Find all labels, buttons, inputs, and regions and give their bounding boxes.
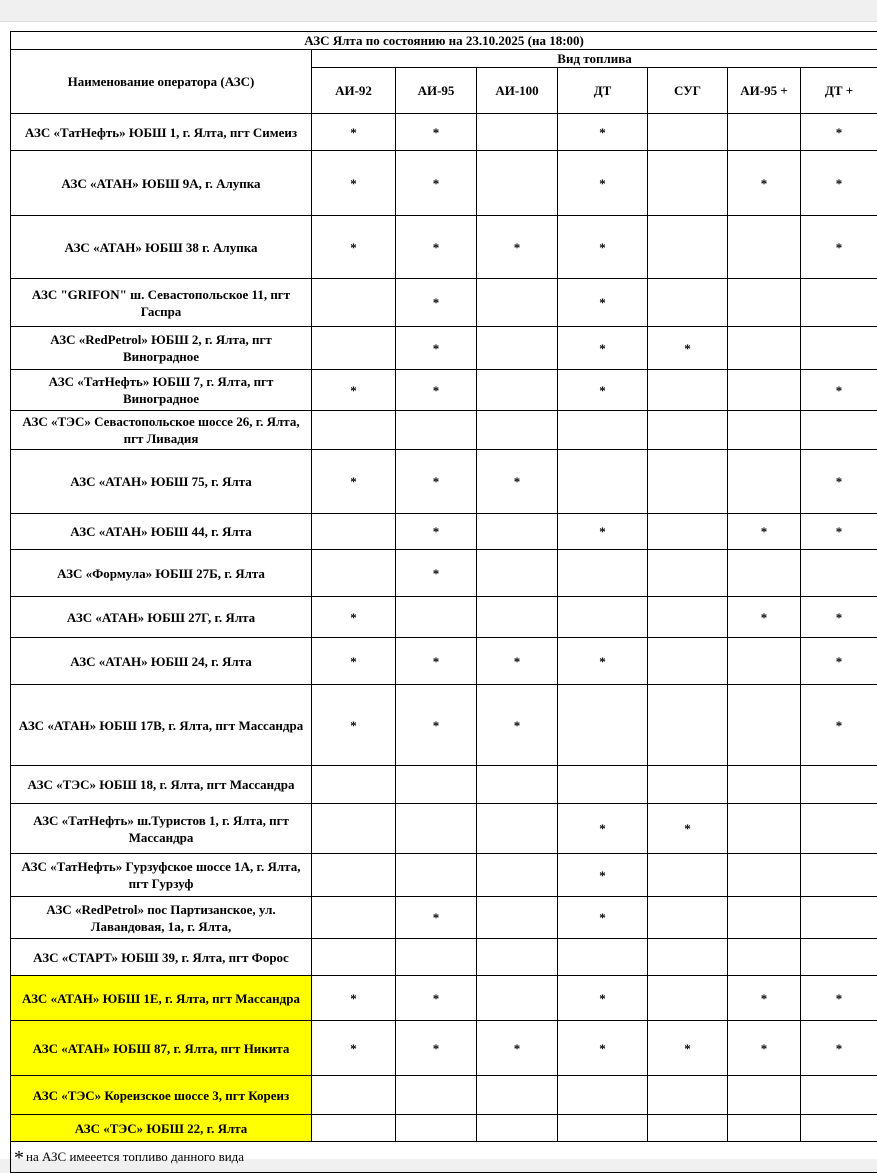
fuel-cell [477,151,558,216]
station-name: АЗС «АТАН» ЮБШ 9А, г. Алупка [11,151,312,216]
availability-mark: * [836,474,843,489]
fuel-cell [558,327,648,370]
availability-mark: * [514,718,521,733]
fuel-cell [396,766,477,804]
fuel-cell [728,327,801,370]
table-row [11,114,877,151]
fuel-cell [648,939,728,976]
fuel-cell [648,854,728,897]
station-name: АЗС «АТАН» ЮБШ 1Е, г. Ялта, пгт Массандра [11,976,312,1021]
availability-mark: * [350,1041,357,1056]
fuel-cell [558,411,648,450]
availability-mark: * [761,610,768,625]
footnote-symbol: * [14,1147,24,1169]
availability-mark: * [599,868,606,883]
fuel-cell [477,114,558,151]
fuel-cell [312,450,396,514]
availability-mark: * [514,1041,521,1056]
fuel-cell [558,279,648,327]
fuel-cell [396,1021,477,1076]
fuel-cell [558,638,648,685]
fuel-cell [558,976,648,1021]
fuel-cell [396,1115,477,1142]
availability-mark: * [514,474,521,489]
fuel-header-ai95: АИ-95 [396,68,477,114]
document-sheet [0,22,877,1159]
fuel-cell [728,939,801,976]
fuel-cell [396,114,477,151]
fuel-cell [312,1021,396,1076]
fuel-cell [312,1076,396,1115]
fuel-cell [312,854,396,897]
fuel-cell [801,411,877,450]
station-name: АЗС «АТАН» ЮБШ 17В, г. Ялта, пгт Массандра [11,685,312,766]
availability-mark: * [433,125,440,140]
fuel-cell [648,766,728,804]
table-row [11,216,877,279]
station-name: АЗС «АТАН» ЮБШ 44, г. Ялта [11,514,312,550]
availability-mark: * [350,176,357,191]
fuel-cell [396,854,477,897]
fuel-cell [728,766,801,804]
fuel-group-header: Вид топлива [312,50,877,68]
availability-mark: * [761,176,768,191]
fuel-cell [312,976,396,1021]
fuel-cell [728,685,801,766]
station-name: АЗС «RedPetrol» ЮБШ 2, г. Ялта, пгт Виноградное [11,327,312,370]
availability-mark: * [433,240,440,255]
fuel-cell [477,685,558,766]
availability-mark: * [433,383,440,398]
fuel-cell [396,1076,477,1115]
station-name: АЗС «ТЭС» Севастопольское шоссе 26, г. Ялта, пгт Ливадия [11,411,312,450]
fuel-cell [312,327,396,370]
fuel-cell [728,279,801,327]
station-name: АЗС «ТЭС» Кореизское шоссе 3, пгт Кореиз [11,1076,312,1115]
fuel-cell [558,685,648,766]
fuel-cell [312,370,396,411]
table-row [11,897,877,939]
fuel-cell [558,597,648,638]
availability-mark: * [599,910,606,925]
fuel-cell [312,766,396,804]
availability-mark: * [350,610,357,625]
availability-mark: * [433,474,440,489]
fuel-cell [396,216,477,279]
fuel-cell [558,1021,648,1076]
fuel-cell [312,685,396,766]
fuel-cell [648,114,728,151]
fuel-availability-table [10,31,877,1173]
fuel-cell [312,411,396,450]
fuel-cell [648,411,728,450]
fuel-cell [558,804,648,854]
table-row [11,685,877,766]
fuel-cell [728,1115,801,1142]
fuel-header-ai100: АИ-100 [477,68,558,114]
fuel-cell [728,897,801,939]
availability-mark: * [433,1041,440,1056]
fuel-cell [558,1076,648,1115]
fuel-cell [801,638,877,685]
station-name: АЗС «ТатНефть» ЮБШ 7, г. Ялта, пгт Виноградное [11,370,312,411]
fuel-cell [801,804,877,854]
availability-mark: * [433,654,440,669]
availability-mark: * [836,176,843,191]
fuel-cell [648,897,728,939]
fuel-cell [396,279,477,327]
fuel-header-dt-plus: ДТ + [801,68,877,114]
table-row [11,854,877,897]
availability-mark: * [836,125,843,140]
fuel-cell [648,370,728,411]
station-name: АЗС «АТАН» ЮБШ 75, г. Ялта [11,450,312,514]
footnote-text: на АЗС имееется топливо данного вида [26,1149,244,1164]
operator-column-header: Наименование оператора (АЗС) [11,50,312,114]
fuel-cell [728,976,801,1021]
fuel-cell [728,114,801,151]
fuel-cell [477,976,558,1021]
availability-mark: * [684,1041,691,1056]
fuel-cell [728,1021,801,1076]
station-name: АЗС «ТЭС» ЮБШ 22, г. Ялта [11,1115,312,1142]
fuel-cell [801,151,877,216]
fuel-cell [801,327,877,370]
availability-mark: * [350,991,357,1006]
fuel-cell [396,370,477,411]
availability-mark: * [836,718,843,733]
fuel-cell [396,151,477,216]
availability-mark: * [350,474,357,489]
fuel-cell [312,1115,396,1142]
fuel-cell [728,216,801,279]
fuel-cell [396,514,477,550]
fuel-cell [477,638,558,685]
table-row [11,804,877,854]
table-row [11,411,877,450]
fuel-cell [312,114,396,151]
fuel-cell [558,151,648,216]
browser-top-bar [0,0,877,22]
station-name: АЗС «ТатНефть» ш.Туристов 1, г. Ялта, пгт Массандра [11,804,312,854]
fuel-header-sug: СУГ [648,68,728,114]
fuel-cell [396,550,477,597]
availability-mark: * [433,718,440,733]
availability-mark: * [350,718,357,733]
fuel-cell [801,939,877,976]
fuel-cell [648,804,728,854]
fuel-cell [312,597,396,638]
fuel-cell [801,450,877,514]
fuel-cell [728,597,801,638]
table-row [11,1115,877,1142]
availability-mark: * [761,1041,768,1056]
fuel-cell [396,685,477,766]
fuel-cell [801,766,877,804]
fuel-cell [801,279,877,327]
fuel-header-ai95-plus: АИ-95 + [728,68,801,114]
station-rows [11,114,877,1142]
fuel-cell [558,370,648,411]
table-row [11,766,877,804]
fuel-cell [477,1076,558,1115]
fuel-cell [477,597,558,638]
station-name: АЗС «ТЭС» ЮБШ 18, г. Ялта, пгт Массандра [11,766,312,804]
station-name: АЗС «ТатНефть» ЮБШ 1, г. Ялта, пгт Симеиз [11,114,312,151]
fuel-cell [801,1115,877,1142]
fuel-cell [801,216,877,279]
station-name: АЗС «АТАН» ЮБШ 38 г. Алупка [11,216,312,279]
availability-mark: * [599,524,606,539]
fuel-header-ai92: АИ-92 [312,68,396,114]
station-name: АЗС «АТАН» ЮБШ 24, г. Ялта [11,638,312,685]
fuel-cell [728,151,801,216]
availability-mark: * [514,240,521,255]
fuel-cell [801,114,877,151]
fuel-cell [728,854,801,897]
fuel-cell [801,685,877,766]
availability-mark: * [433,176,440,191]
availability-mark: * [599,240,606,255]
fuel-cell [477,216,558,279]
fuel-cell [728,1076,801,1115]
fuel-cell [396,939,477,976]
fuel-cell [312,151,396,216]
table-row [11,151,877,216]
availability-mark: * [599,176,606,191]
fuel-cell [728,638,801,685]
fuel-cell [558,514,648,550]
fuel-cell [477,1115,558,1142]
table-row [11,638,877,685]
availability-mark: * [599,654,606,669]
fuel-cell [801,514,877,550]
fuel-cell [558,897,648,939]
availability-mark: * [433,566,440,581]
fuel-cell [477,854,558,897]
fuel-cell [728,514,801,550]
fuel-cell [396,804,477,854]
fuel-cell [396,597,477,638]
availability-mark: * [350,383,357,398]
availability-mark: * [599,991,606,1006]
availability-mark: * [433,341,440,356]
availability-mark: * [836,1041,843,1056]
fuel-cell [648,514,728,550]
fuel-cell [648,327,728,370]
availability-mark: * [599,125,606,140]
fuel-cell [728,411,801,450]
availability-mark: * [599,341,606,356]
availability-mark: * [836,654,843,669]
table-title: АЗС Ялта по состоянию на 23.10.2025 (на 18:00) [11,32,877,50]
fuel-cell [312,514,396,550]
fuel-cell [801,550,877,597]
fuel-cell [312,216,396,279]
availability-mark: * [684,341,691,356]
fuel-cell [396,327,477,370]
availability-mark: * [433,295,440,310]
fuel-cell [648,976,728,1021]
fuel-cell [477,939,558,976]
table-row [11,939,877,976]
fuel-cell [312,279,396,327]
table-row [11,1021,877,1076]
fuel-cell [312,939,396,976]
availability-mark: * [761,524,768,539]
fuel-cell [801,854,877,897]
fuel-cell [558,939,648,976]
availability-mark: * [599,295,606,310]
fuel-cell [312,804,396,854]
fuel-cell [801,1021,877,1076]
station-name: АЗС «ТатНефть» Гурзуфское шоссе 1А, г. Ялта, пгт Гурзуф [11,854,312,897]
fuel-cell [648,550,728,597]
fuel-cell [477,766,558,804]
station-name: АЗС «RedPetrol» пос Партизанское, ул. Лавандовая, 1а, г. Ялта, [11,897,312,939]
fuel-cell [558,114,648,151]
fuel-cell [648,638,728,685]
fuel-cell [648,216,728,279]
table-row [11,1076,877,1115]
availability-mark: * [836,383,843,398]
fuel-cell [477,370,558,411]
fuel-cell [801,897,877,939]
availability-mark: * [350,125,357,140]
fuel-cell [648,279,728,327]
fuel-header-dt: ДТ [558,68,648,114]
fuel-cell [801,976,877,1021]
table-row [11,327,877,370]
fuel-cell [801,1076,877,1115]
fuel-cell [396,411,477,450]
fuel-cell [312,638,396,685]
fuel-cell [312,550,396,597]
table-row [11,279,877,327]
fuel-cell [648,1115,728,1142]
fuel-cell [558,450,648,514]
fuel-cell [396,450,477,514]
fuel-cell [558,216,648,279]
availability-mark: * [350,240,357,255]
availability-mark: * [433,524,440,539]
availability-mark: * [836,610,843,625]
table-row [11,597,877,638]
fuel-cell [477,279,558,327]
availability-mark: * [836,524,843,539]
availability-mark: * [350,654,357,669]
fuel-cell [728,450,801,514]
fuel-cell [477,1021,558,1076]
availability-mark: * [599,383,606,398]
table-row [11,370,877,411]
fuel-cell [558,1115,648,1142]
fuel-cell [558,854,648,897]
fuel-cell [477,804,558,854]
fuel-cell [801,370,877,411]
table-row [11,550,877,597]
table-row [11,514,877,550]
availability-mark: * [433,910,440,925]
availability-mark: * [761,991,768,1006]
fuel-cell [396,976,477,1021]
station-name: АЗС «Формула» ЮБШ 27Б, г. Ялта [11,550,312,597]
fuel-cell [396,897,477,939]
fuel-cell [648,1076,728,1115]
fuel-cell [648,151,728,216]
availability-mark: * [599,821,606,836]
fuel-cell [728,550,801,597]
fuel-cell [728,804,801,854]
fuel-cell [648,597,728,638]
station-name: АЗС «АТАН» ЮБШ 87, г. Ялта, пгт Никита [11,1021,312,1076]
fuel-cell [648,1021,728,1076]
station-name: АЗС «АТАН» ЮБШ 27Г, г. Ялта [11,597,312,638]
fuel-cell [396,638,477,685]
station-name: АЗС «СТАРТ» ЮБШ 39, г. Ялта, пгт Форос [11,939,312,976]
fuel-cell [728,370,801,411]
fuel-cell [477,450,558,514]
fuel-cell [558,766,648,804]
fuel-cell [558,550,648,597]
fuel-cell [477,897,558,939]
availability-mark: * [514,654,521,669]
availability-mark: * [836,240,843,255]
footnote [11,1142,877,1173]
fuel-cell [477,327,558,370]
availability-mark: * [433,991,440,1006]
availability-mark: * [684,821,691,836]
availability-mark: * [599,1041,606,1056]
fuel-cell [477,514,558,550]
fuel-cell [477,550,558,597]
table-row [11,450,877,514]
fuel-cell [801,597,877,638]
fuel-cell [648,450,728,514]
fuel-cell [477,411,558,450]
table-row [11,976,877,1021]
station-name: АЗС "GRIFON" ш. Севастопольское 11, пгт Гаспра [11,279,312,327]
fuel-cell [312,897,396,939]
availability-mark: * [836,991,843,1006]
fuel-cell [648,685,728,766]
